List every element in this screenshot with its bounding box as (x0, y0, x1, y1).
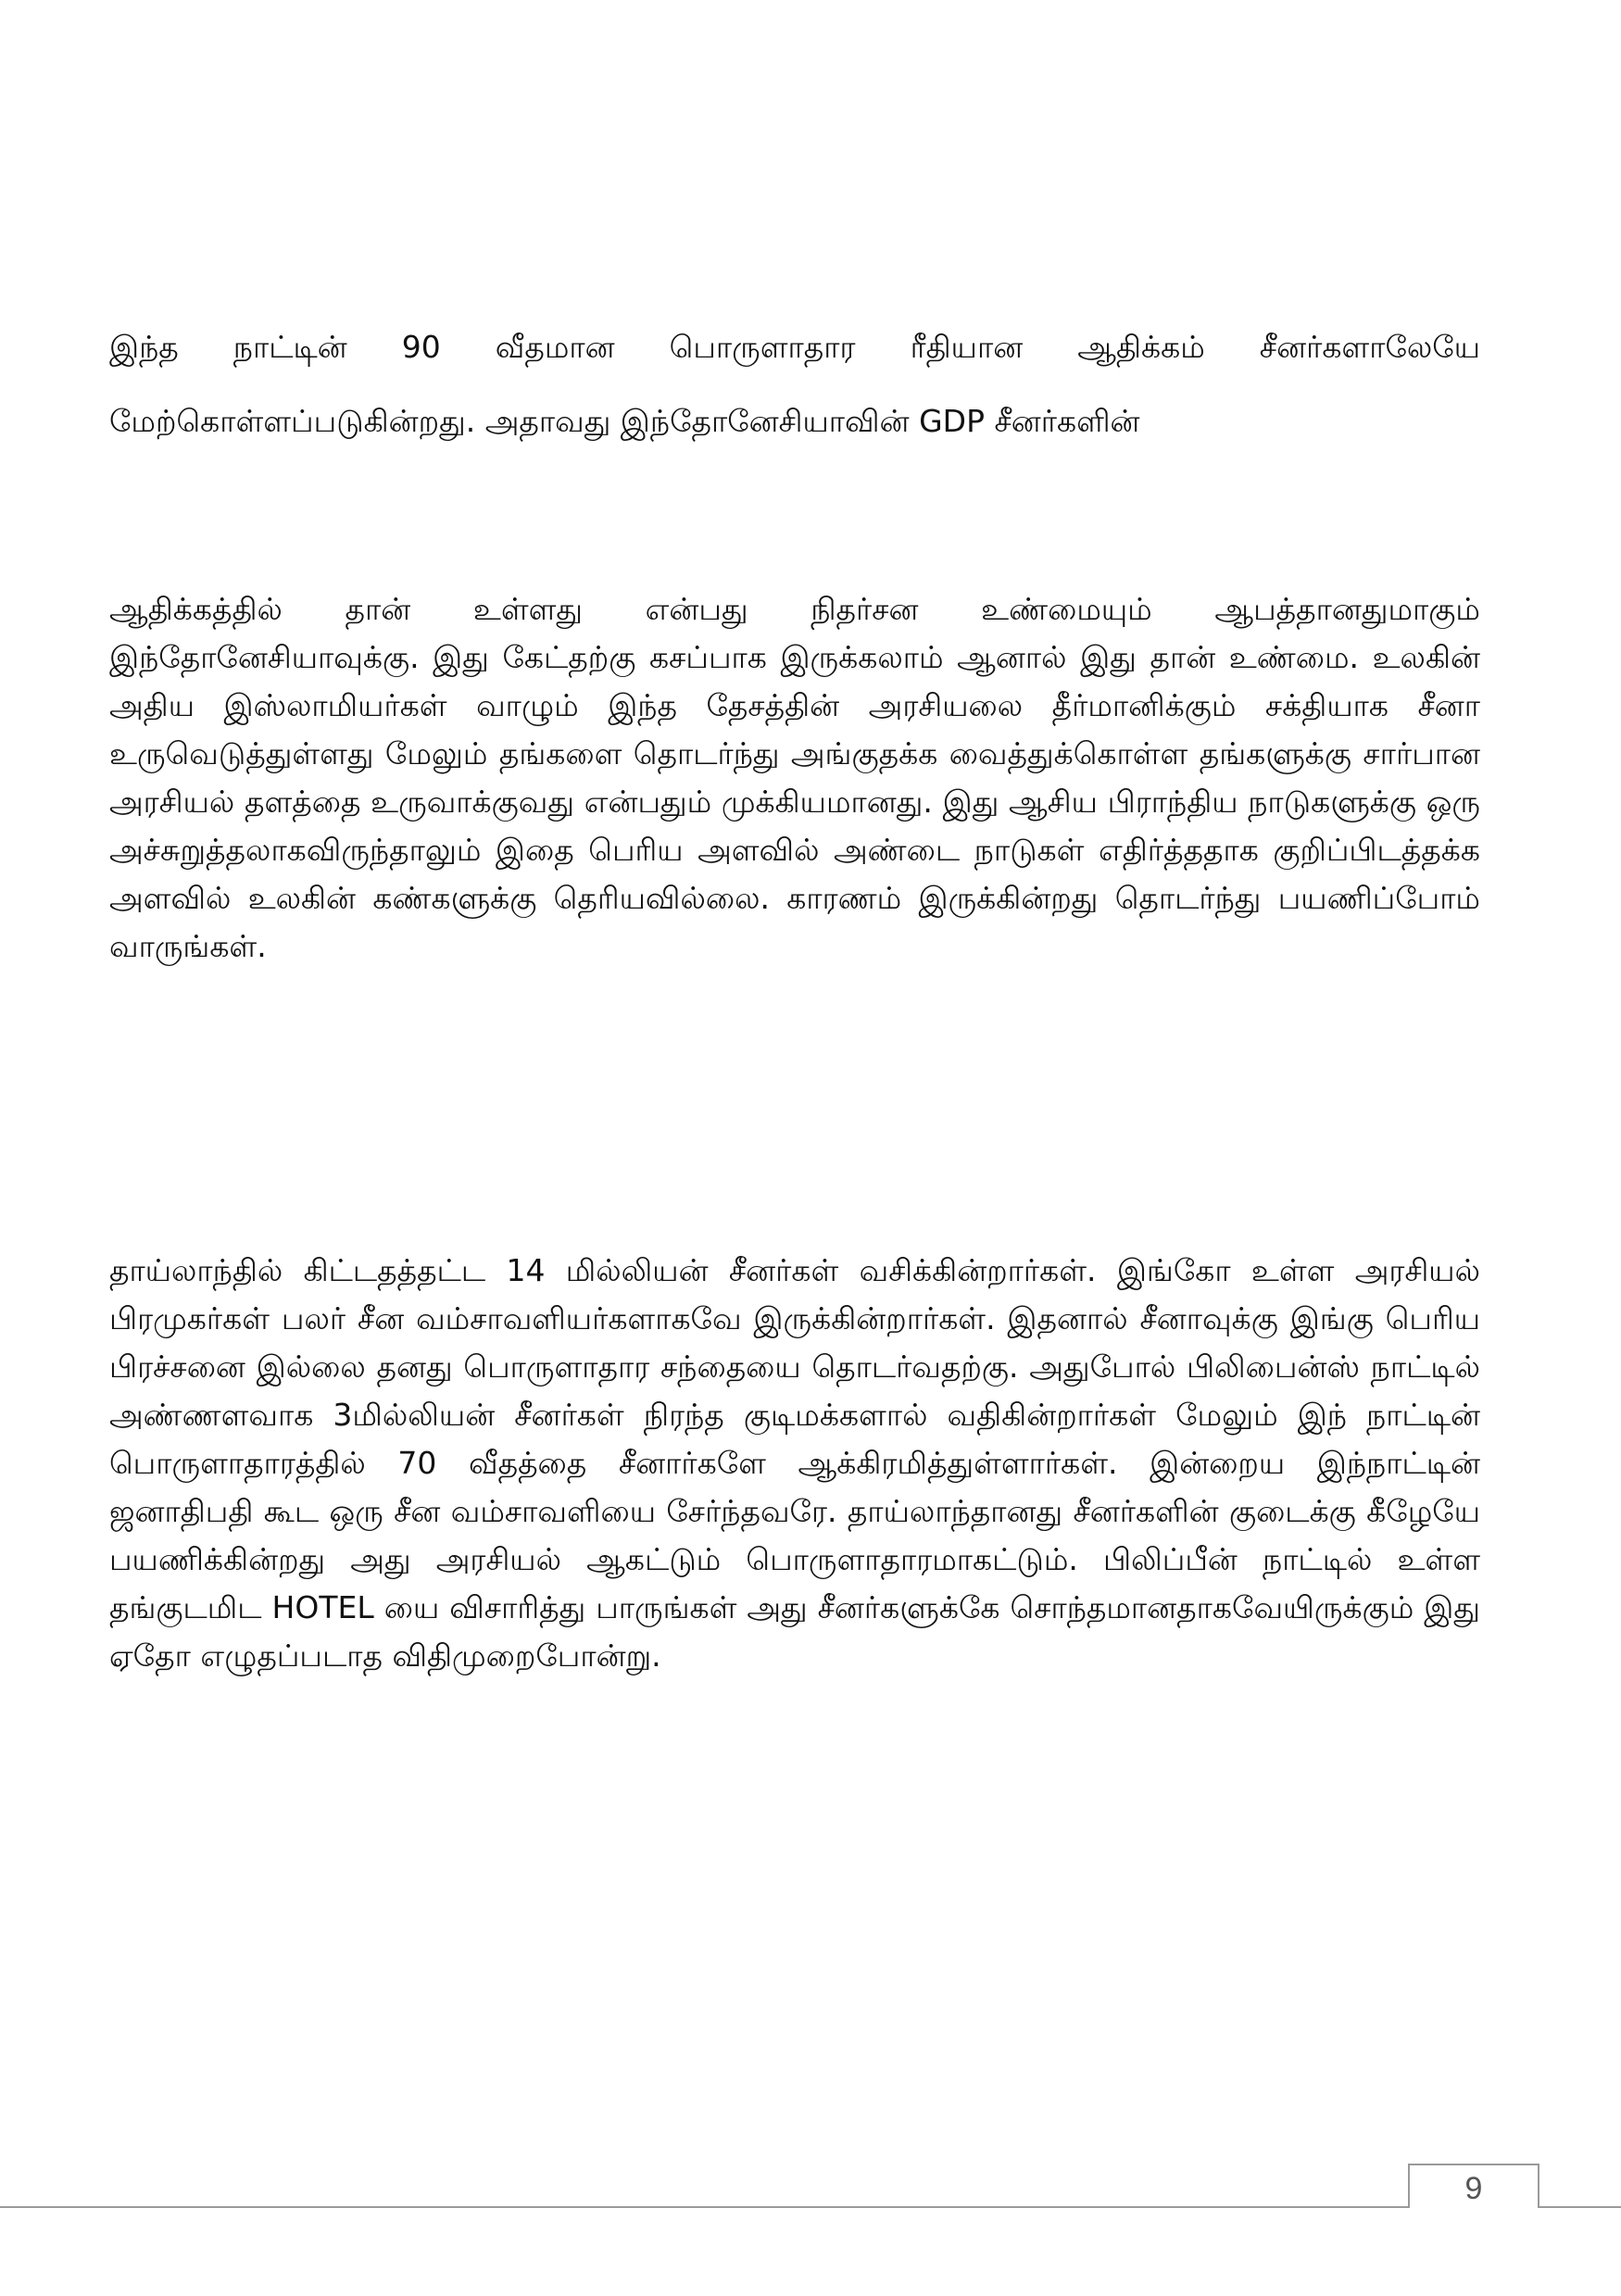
paragraph-bottom: தாய்லாந்தில் கிட்டதத்தட்ட 14 மில்லியன் சீனர்கள் வசிக்கின்றார்கள். இங்கோ உள்ள அரசியல் பிரமுகர்கள் பலர் சீன வம்சாவளியர்களாகவே இருக்கின்றார்கள். இதனால் சீனாவுக்கு இங்கு பெரிய பிரச்சனை இல்லை தனது பொருளாதார சந்தையை தொடர்வதற்கு. அதுபோல் பிலிபைன்ஸ் நாட்டில் அண்ணளவாக 3மில்லியன் சீனர்கள் நிரந்த குடிமக்களால் வதிகின்றார்கள் மேலும் இந் நாட்டின் பொருளாதாரத்தில் 70 வீதத்தை சீனார்களே ஆக்கிரமித்துள்ளார்கள். இன்றைய இந்நாட்டின் ஜனாதிபதி கூட ஒரு சீன வம்சாவளியை சேர்ந்தவரே. தாய்லாந்தானது சீனர்களின் குடைக்கு கீழேயே பயணிக்கின்றது அது அரசியல் ஆகட்டும் பொருளாதாரமாகட்டும். பிலிப்பீன் நாட்டில் உள்ள தங்குடமிட HOTEL யை விசாரித்து பாருங்கள் அது சீனர்களுக்கே சொந்தமானதாகவேயிருக்கும் இது ஏதோ எழுதப்படாத விதிமுறைபோன்று. (109, 1252, 1480, 1674)
page-number-box (1408, 2164, 1539, 2208)
footer-rule (0, 2206, 1621, 2208)
paragraph-middle: ஆதிக்கத்தில் தான் உள்ளது என்பது நிதர்சன உண்மையும் ஆபத்தானதுமாகும் இந்தோனேசியாவுக்கு. இது கேட்தற்கு கசப்பாக இருக்கலாம் ஆனால் இது தான் உண்மை. உலகின் அதிய இஸ்லாமியர்கள் வாழும் இந்த தேசத்தின் அரசியலை தீர்மானிக்கும் சக்தியாக சீனா உருவெடுத்துள்ளது மேலும் தங்களை தொடர்ந்து அங்குதக்க வைத்துக்கொள்ள தங்களுக்கு சார்பான அரசியல் தளத்தை உருவாக்குவது என்பதும் முக்கியமானது. இது ஆசிய பிராந்திய நாடுகளுக்கு ஒரு அச்சுறுத்தலாகவிருந்தாலும் இதை பெரிய அளவில் அண்டை நாடுகள் எதிர்த்ததாக குறிப்பிடத்தக்க அளவில் உலகின் கண்களுக்கு தெரியவில்லை. காரணம் இருக்கின்றது தொடர்ந்து பயணிப்போம் வாருங்கள். (109, 591, 1480, 964)
paragraph-top: இந்த நாட்டின் 90 வீதமான பொருளாதார ரீதியான ஆதிக்கம் சீனர்களாலேயே மேற்கொள்ளப்படுகின்றது. அதாவது இந்தோனேசியாவின் GDP சீனர்களின் (109, 329, 1480, 439)
page-number: 9 (1464, 2171, 1483, 2206)
